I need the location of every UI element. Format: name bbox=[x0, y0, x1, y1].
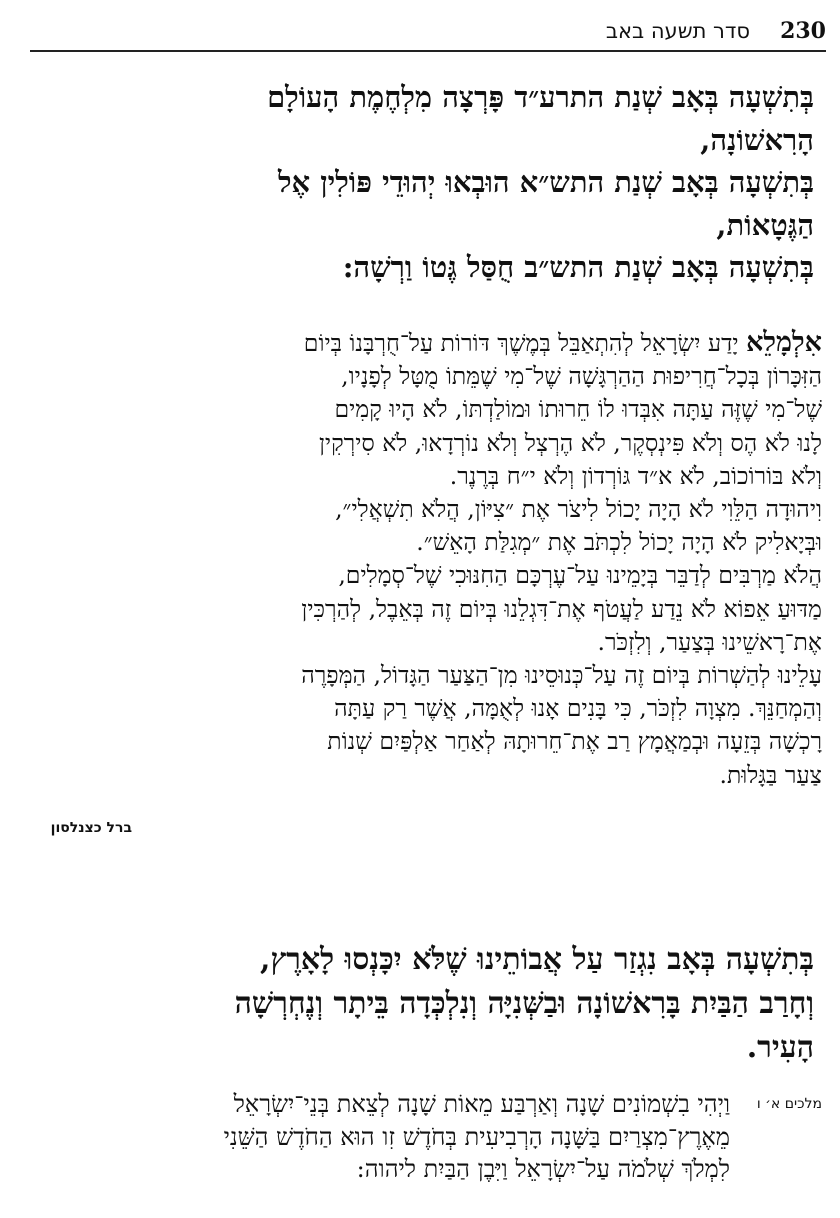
verse-line: בְּתִשְׁעָה בְּאָב שְׁנַת התש״ב חֻסַּל גֶּטוֹ וַרְשָׁה: bbox=[342, 250, 814, 284]
essay-passage bbox=[17, 326, 822, 792]
essay-line: אֶת־רָאשֵׁינוּ בְּצַעַר, וְלִזְכֹּר. bbox=[597, 627, 822, 656]
essay-line: מַדּוּעַ אֵפוֹא לֹא נֵדַע לַעֲטֹף אֶת־דִּגְלֵנוּ בְּיוֹם זֶה בְּאֵבֶל, לְהַרְכִּין bbox=[301, 594, 822, 623]
author-signature: ברל כצנלסון bbox=[50, 820, 132, 836]
verse-line: וְחָרַב הַבַּיִת בָּרִאשׁוֹנָה וּבַשְּׁנִיָּה וְנִלְכְּדָה בֵּיתָר וְנֶחְרְשָׁה bbox=[234, 986, 814, 1021]
page-number: 230 bbox=[780, 18, 826, 44]
verse-line: הַגֶּטָאוֹת, bbox=[716, 207, 814, 242]
essay-line: וִיהוּדָה הַלֵּוִי לֹא הָיָה יָכוֹל לִיצֹר אֶת ״צִיּוֹן, הֲלֹא תִשְׁאֲלִי״, bbox=[335, 495, 822, 524]
essay-line: וְלֹא בּוֹרוֹכוֹב, לֹא א״ד גּוֹרְדוֹן וְלֹא י״ח בְּרֶנֶר. bbox=[449, 461, 822, 490]
scripture-line: וַיְהִי בִשְׁמוֹנִים שָׁנָה וְאַרְבַּע מֵאוֹת שָׁנָה לְצֵאת בְּנֵי־יִשְׂרָאֵל bbox=[233, 1090, 730, 1118]
scripture-passage bbox=[20, 1088, 730, 1186]
essay-line: עָלֵינוּ לְהַשְׁרוֹת בְּיוֹם זֶה עַל־כְּנוּסֵינוּ מִן־הַצַּעַר הַגָּדוֹל, הַמְּפָרֶה bbox=[301, 661, 822, 690]
tisha-bav-modern-events bbox=[24, 76, 814, 289]
essay-line: וְהַמְחַנֵּךְ. מִצְוָה לִזְכֹּר, כִּי בָּנִים אָנוּ לְאֻמָּה, אֲשֶׁר רַק עַתָּה bbox=[334, 694, 822, 723]
scripture-reference: מלכים א׳ ו bbox=[756, 1096, 822, 1112]
page-header bbox=[30, 18, 826, 52]
essay-first-line-rest: יָדַע יִשְׂרָאֵל לְהִתְאַבֵּל בְּמֶשֶׁךְ דּוֹרוֹת עַל־חֻרְבָּנוֹ בְּיוֹם bbox=[303, 329, 747, 357]
essay-first-line bbox=[17, 326, 822, 360]
essay-line: וּבְּיָאלִיק לֹא הָיָה יָכוֹל לִכְתֹּב אֶת ״מְגִלַּת הָאֵשׁ״. bbox=[416, 528, 822, 557]
verse-line: הָרִאשׁוֹנָה, bbox=[700, 122, 814, 157]
essay-line: לָנוּ לֹא הֶס וְלֹא פִּינְסְקֶר, לֹא הֶרְצְל וְלֹא נוֹרְדָאוּ, לֹא סִירְקִין bbox=[318, 428, 822, 457]
verse-line: בְּתִשְׁעָה בְּאָב שְׁנַת התרע״ד פָּרְצָה מִלְחֶמֶת הָעוֹלָם bbox=[267, 80, 814, 114]
essay-lead-word: אִלְמָלֵא bbox=[746, 327, 822, 358]
verse-line: בְּתִשְׁעָה בְּאָב נִגְזַר עַל אֲבוֹתֵינוּ שֶׁלֹּא יִכָּנְסוּ לָאָרֶץ, bbox=[260, 942, 814, 977]
essay-line: הֲלֹא מַרְבִּים לְדַבֵּר בְּיָמֵינוּ עַל־עֶרְכָּם הַחִנּוּכִי שֶׁל־סְמָלִים, bbox=[338, 561, 822, 590]
essay-line: רָכְשָׁה בְּזֵעָה וּבְמַאֲמָץ רַב אֶת־חֵרוּתָהּ לְאַחַר אַלְפַּיִם שְׁנוֹת bbox=[327, 727, 822, 756]
scripture-line: לִמְלֹךְ שְׁלֹמֹה עַל־יִשְׂרָאֵל וַיִּבֶן הַבַּיִת ליהוה: bbox=[356, 1155, 730, 1183]
essay-line: הַזִּכָּרוֹן בְּכָל־חֲרִיפוּת הַהַרְגָּשָׁה שֶׁל־מִי שֶׁמֵּתוֹ מֻטָּל לְפָנָיו, bbox=[341, 362, 822, 391]
scripture-line: מֵאֶרֶץ־מִצְרַיִם בַּשָּׁנָה הָרְבִיעִית בְּחֹדֶשׁ זִו הוּא הַחֹדֶשׁ הַשֵּׁנִי bbox=[223, 1122, 730, 1151]
verse-line: בְּתִשְׁעָה בְּאָב שְׁנַת התש״א הוּבְאוּ יְהוּדֵי פּוֹלִין אֶל bbox=[277, 165, 814, 199]
essay-line: צַעַר בַּגָּלוּת. bbox=[719, 760, 822, 789]
tisha-bav-ancient-events bbox=[14, 938, 814, 1070]
verse-line: הָעִיר. bbox=[746, 1030, 814, 1065]
essay-line: שֶׁל־מִי שֶׁזֶּה עַתָּה אִבְּדוּ לוֹ חֵרוּתוֹ וּמוֹלַדְתּוֹ, לֹא הָיוּ קָמִים bbox=[334, 395, 822, 424]
running-title: סדר תשעה באב bbox=[605, 19, 750, 43]
